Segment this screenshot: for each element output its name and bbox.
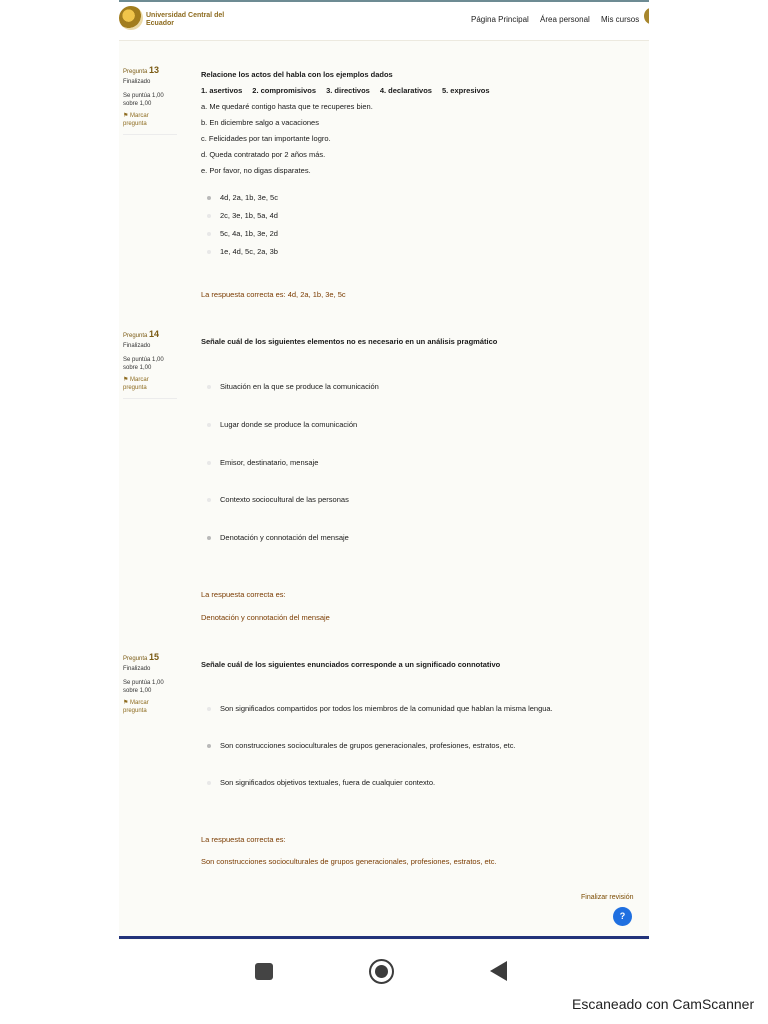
- question-status: Finalizado: [123, 79, 151, 85]
- divider: [123, 398, 177, 399]
- question-score: Se puntúa 1,00 sobre 1,00: [123, 680, 164, 694]
- flag-icon: ⚑: [123, 113, 131, 119]
- radio-icon[interactable]: [207, 707, 211, 711]
- flag-question-link[interactable]: ⚑ Marcar pregunta: [123, 700, 149, 714]
- question-status: Finalizado: [123, 343, 151, 349]
- correct-answer-label: La respuesta correcta es:: [201, 835, 286, 844]
- act-item: 3. directivos: [326, 86, 370, 95]
- speech-acts-list: [201, 86, 500, 95]
- radio-selected-icon[interactable]: [207, 196, 211, 200]
- top-navbar: [119, 0, 649, 41]
- radio-icon[interactable]: [207, 498, 211, 502]
- radio-selected-icon[interactable]: [207, 744, 211, 748]
- flag-icon: ⚑: [123, 700, 131, 706]
- nav-dashboard-link[interactable]: Área personal: [540, 15, 590, 24]
- example-e: e. Por favor, no digas disparates.: [201, 166, 311, 175]
- question-info-15: [123, 653, 179, 715]
- question-info-13: [123, 66, 179, 135]
- example-a: a. Me quedaré contigo hasta que te recuperes bien.: [201, 102, 373, 111]
- question-number: Pregunta 13: [123, 65, 160, 75]
- radio-icon[interactable]: [207, 781, 211, 785]
- radio-icon[interactable]: [207, 214, 211, 218]
- question-number: Pregunta 14: [123, 329, 160, 339]
- example-b: b. En diciembre salgo a vacaciones: [201, 118, 319, 127]
- university-logo-icon[interactable]: [119, 6, 143, 30]
- back-icon[interactable]: [490, 961, 507, 981]
- nav-home-link[interactable]: Página Principal: [471, 15, 529, 24]
- finish-review-link[interactable]: Finalizar revisión: [581, 894, 634, 901]
- correct-answer-label: La respuesta correcta es:: [201, 590, 286, 599]
- avatar[interactable]: [644, 8, 649, 24]
- question-score: Se puntúa 1,00 sobre 1,00: [123, 357, 164, 371]
- example-d: d. Queda contratado por 2 años más.: [201, 150, 326, 159]
- correct-answer-text: La respuesta correcta es: 4d, 2a, 1b, 3e, 5c: [201, 290, 346, 299]
- help-button[interactable]: ?: [613, 907, 632, 926]
- question-text: Relacione los actos del habla con los ejemplos dados: [201, 70, 393, 79]
- radio-selected-icon[interactable]: [207, 536, 211, 540]
- question-text: Señale cuál de los siguientes elementos no es necesario en un análisis pragmático: [201, 337, 498, 346]
- act-item: 5. expresivos: [441, 86, 490, 95]
- example-c: c. Felicidades por tan importante logro.: [201, 134, 331, 143]
- radio-icon[interactable]: [207, 232, 211, 236]
- recents-icon[interactable]: [255, 963, 273, 980]
- nav-my-courses-link[interactable]: Mis cursos: [601, 15, 640, 24]
- camscanner-watermark: Escaneado con CamScanner: [572, 996, 755, 1012]
- act-item: 4. declarativos: [379, 86, 432, 95]
- radio-icon[interactable]: [207, 461, 211, 465]
- act-item: 1. asertivos: [201, 86, 243, 95]
- question-status: Finalizado: [123, 666, 151, 672]
- logo-text[interactable]: Universidad Central del Ecuador: [146, 12, 225, 27]
- flag-icon: ⚑: [123, 377, 131, 383]
- act-item: 2. compromisivos: [252, 86, 317, 95]
- question-score: Se puntúa 1,00 sobre 1,00: [123, 93, 164, 107]
- question-info-14: [123, 330, 179, 399]
- question-number: Pregunta 15: [123, 652, 160, 662]
- flag-question-link[interactable]: ⚑ Marcar pregunta: [123, 377, 149, 391]
- correct-answer-text: Son construcciones socioculturales de grupos generacionales, profesiones, estratos, etc.: [201, 857, 497, 866]
- radio-icon[interactable]: [207, 250, 211, 254]
- moodle-screen: Universidad Central del Ecuador Página Principal Área personal Mis cursos Pregunta 13 Finalizado Se puntúa 1,00 sobre 1,00 ⚑ Marcar pregunta Relacione los actos del habla con los ejemplos dados 1. asertivos 2. compromisivos 3. directivos 4. declarativos 5. expresivos a. Me quedaré contigo hasta que te recuperes bien. b. En diciembre salgo a vacaciones c. Felicidades por tan importante logro. d. Queda contratado por 2 años más. e. Por favor, no digas disparates. 4d, 2a, 1b, 3e, 5c 2c, 3e, 1b, 5a, 4d 5c, 4a, 1b, 3e, 2d 1e, 4d, 5c, 2a, 3b La respuesta correcta es: 4d, 2a, 1b, 3e, 5c Pregunta 14 Finalizado Se puntúa 1,00 sobre 1,00 ⚑ Marcar pregunta Señale cuál de los siguientes elementos no es necesario en un análisis pragmático Situación en la que se produce la comunicación Lugar donde se produce la comunicación Emisor, destinatario, mensaje Contexto sociocultural de las personas Denotación y connotación del mensaje La respuesta correcta es: Denotación y connotación del mensaje Pregunta 15 Finalizado Se puntúa 1,00 sobre 1,00 ⚑ Marcar pregunta Señale cuál de los siguientes enunciados corresponde a un significado connotativo Son significados compartidos por todos los miembros de la comunidad que hablan la misma lengua. Son construcciones socioculturales de grupos generacionales, profesiones, estratos, etc. Son significados objetivos textuales, fuera de cualquier contexto. La respuesta correcta es: Son construcciones socioculturales de grupos generacionales, profesiones, estratos, etc. Finalizar revisión ?: [119, 0, 649, 940]
- home-icon-inner: [375, 965, 388, 978]
- correct-answer-text: Denotación y connotación del mensaje: [201, 613, 330, 622]
- divider: [123, 134, 177, 135]
- radio-icon[interactable]: [207, 423, 211, 427]
- flag-question-link[interactable]: ⚑ Marcar pregunta: [123, 113, 149, 127]
- top-accent-line: [119, 0, 649, 2]
- question-text: Señale cuál de los siguientes enunciados corresponde a un significado connotativo: [201, 660, 501, 669]
- bottom-bar: [119, 936, 649, 939]
- radio-icon[interactable]: [207, 385, 211, 389]
